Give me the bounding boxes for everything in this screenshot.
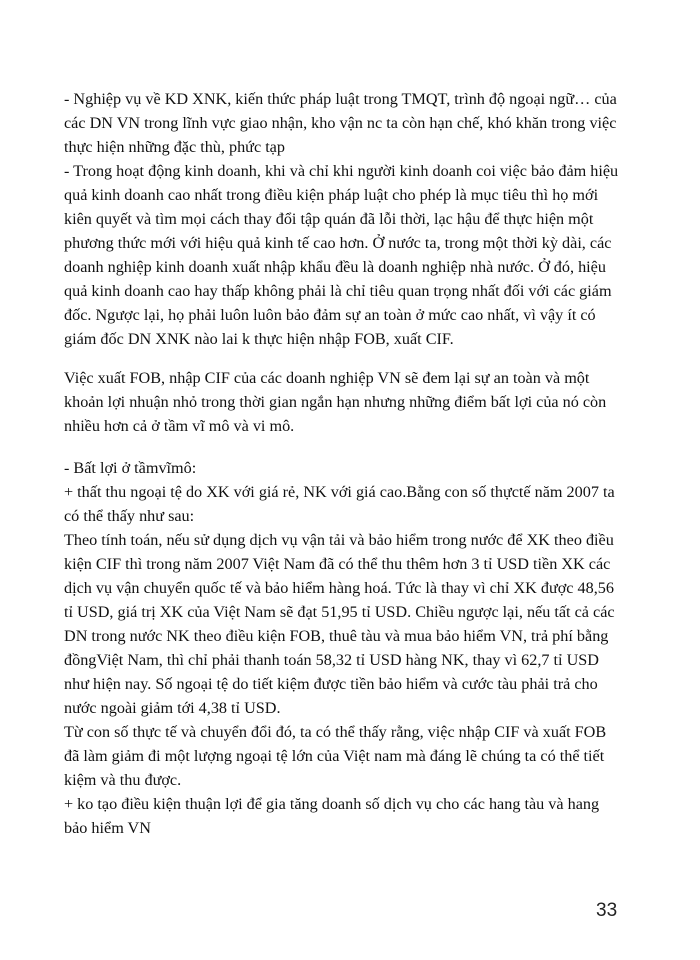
heading-macro-disadvantages: - Bất lợi ở tầmvĩmô: [64, 459, 197, 477]
paragraph-business-efficiency: - Trong hoạt động kinh doanh, khi và chỉ khi người kinh doanh coi việc bảo đảm hiệu quả kinh doanh cao nhất trong điều kiện pháp luật cho phép là mục tiêu thì họ mới kiên quyết và tìm mọi cách thay đổi tập quán đã lỗi thời, lạc hậu để thực hiện một phương thức mới với hiệu quả kinh tế cao hơn. Ở nước ta, trong một thời kỳ dài, các doanh nghiệp kinh doanh xuất nhập khẩu đều là doanh nghiệp nhà nước. Ở đó, hiệu quả kinh doanh cao hay thấp không phải là chỉ tiêu quan trọng nhất đối với các giám đốc. Ngược lại, họ phải luôn luôn bảo đảm sự an toàn ở mức cao nhất, vì vậy ít có giám đốc DN XNK nào lai k thực hiện nhập FOB, xuất CIF. [64, 162, 619, 348]
document-body [64, 87, 624, 840]
paragraph-fob-cif-summary: Việc xuất FOB, nhập CIF của các doanh nghiệp VN sẽ đem lại sự an toàn và một khoản lợi nhuận nhỏ trong thời gian ngắn hạn nhưng những điểm bất lợi của nó còn nhiều hơn cả ở tầm vĩ mô và vi mô. [64, 369, 607, 435]
paragraph-conclusion: Từ con số thực tế và chuyển đổi đó, ta có thể thấy rằng, việc nhập CIF và xuất FOB đã làm giảm đi một lượng ngoại tệ lớn của Việt nam mà đáng lẽ chúng ta có thể tiết kiệm và thu được. [64, 723, 607, 789]
paragraph-knowledge-limits: - Nghiệp vụ về KD XNK, kiến thức pháp luật trong TMQT, trình độ ngoại ngữ… của các DN VN trong lĩnh vực giao nhận, kho vận nc ta còn hạn chế, khó khăn trong việc thực hiện những đặc thù, phức tạp [64, 90, 617, 156]
paragraph-calculation-2007: Theo tính toán, nếu sử dụng dịch vụ vận tải và bảo hiểm trong nước để XK theo điều kiện CIF thì trong năm 2007 Việt Nam đã có thể thu thêm hơn 3 tỉ USD tiền XK các dịch vụ vận chuyển quốc tế và bảo hiểm hàng hoá. Tức là thay vì chỉ XK được 48,56 tỉ USD, giá trị XK của Việt Nam sẽ đạt 51,95 tỉ USD. Chiều ngược lại, nếu tất cả các DN trong nước NK theo điều kiện FOB, thuê tàu và mua bảo hiểm VN, trả phí bằng đồngViệt Nam, thì chỉ phải thanh toán 58,32 tỉ USD hàng NK, thay vì 62,7 tỉ USD như hiện nay. Số ngoại tệ do tiết kiệm được tiền bảo hiểm và cước tàu phải trả cho nước ngoài giảm tới 4,38 tỉ USD. [64, 531, 615, 717]
paragraph-service-growth: + ko tạo điều kiện thuận lợi để gia tăng doanh số dịch vụ cho các hang tàu và hang bảo hiểm VN [64, 795, 600, 837]
page-number: 33 [596, 900, 618, 921]
paragraph-foreign-currency-loss: + thất thu ngoại tệ do XK với giá rẻ, NK với giá cao.Bằng con số thựctế năm 2007 ta có thể thấy như sau: [64, 483, 615, 525]
